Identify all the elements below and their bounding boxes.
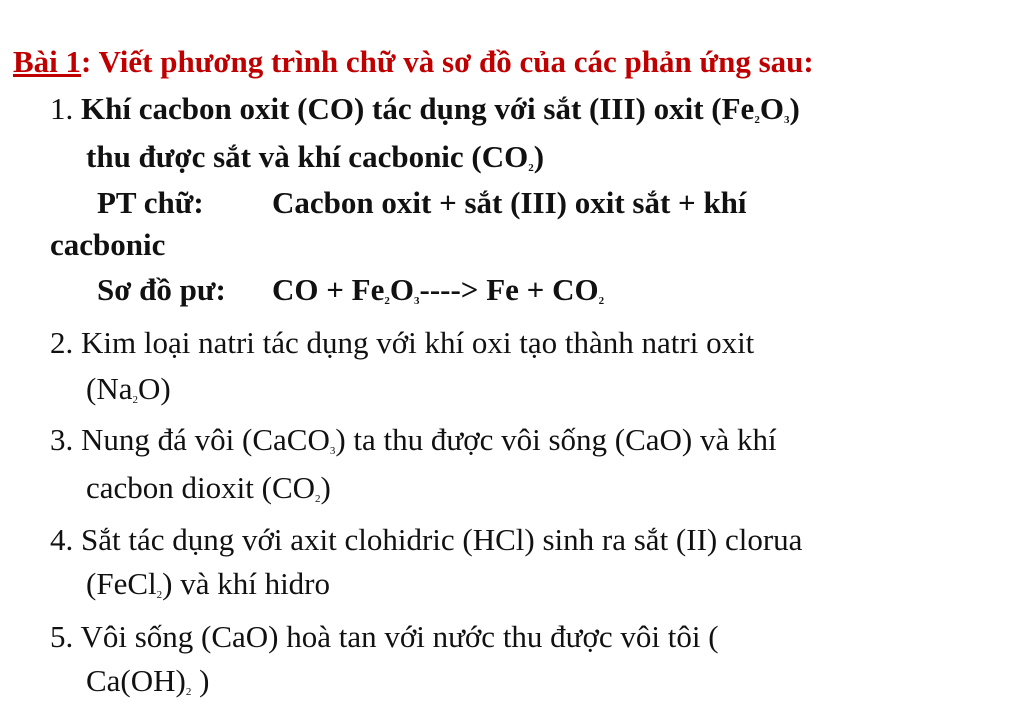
reaction-scheme: CO + $Fe_2O_3----> Fe + CO_2$ xyxy=(272,272,605,307)
item-1-number: 1. xyxy=(50,91,81,126)
item-4-line-1: 4. Sắt tác dụng với axit clohidric (HCl) sinh ra sắt (II) clorua xyxy=(50,522,803,557)
exercise-title xyxy=(13,46,814,77)
item-1-text: Khí cacbon oxit (CO) tác dụng với sắt (III) oxit $(Fe_2O_3)$ xyxy=(81,91,800,126)
item-3-line-1: 3. Nung đá vôi (CaCO$_3$) ta thu được vôi sống (CaO) và khí xyxy=(50,422,777,457)
reaction-scheme-label: Sơ đồ pư: xyxy=(97,272,226,307)
exercise-instruction: : Viết phương trình chữ và sơ đồ của các phản ứng sau: xyxy=(81,44,814,79)
item-1-line-2: thu được sắt và khí cacbonic $(CO_2)$ xyxy=(86,139,545,174)
word-equation: Cacbon oxit + sắt (III) oxit sắt + khí xyxy=(272,185,747,220)
item-2-line-2: $(Na_2O)$ xyxy=(86,371,171,406)
item-5-line-2: $Ca(OH)_2$ ) xyxy=(86,663,210,698)
item-4-line-2: (FeCl$_2$) và khí hidro xyxy=(86,566,331,601)
word-equation-label: PT chữ: xyxy=(97,185,204,220)
item-3-line-2: cacbon dioxit $(CO_2)$ xyxy=(86,470,331,505)
exercise-number: Bài 1 xyxy=(13,44,82,79)
item-5-line-1: 5. Vôi sống (CaO) hoà tan với nước thu được vôi tôi ( xyxy=(50,619,719,654)
item-2-line-1: 2. Kim loại natri tác dụng với khí oxi tạo thành natri oxit xyxy=(50,325,755,360)
item-1-line-1 xyxy=(50,93,800,124)
word-equation-continued: cacbonic xyxy=(50,227,166,262)
